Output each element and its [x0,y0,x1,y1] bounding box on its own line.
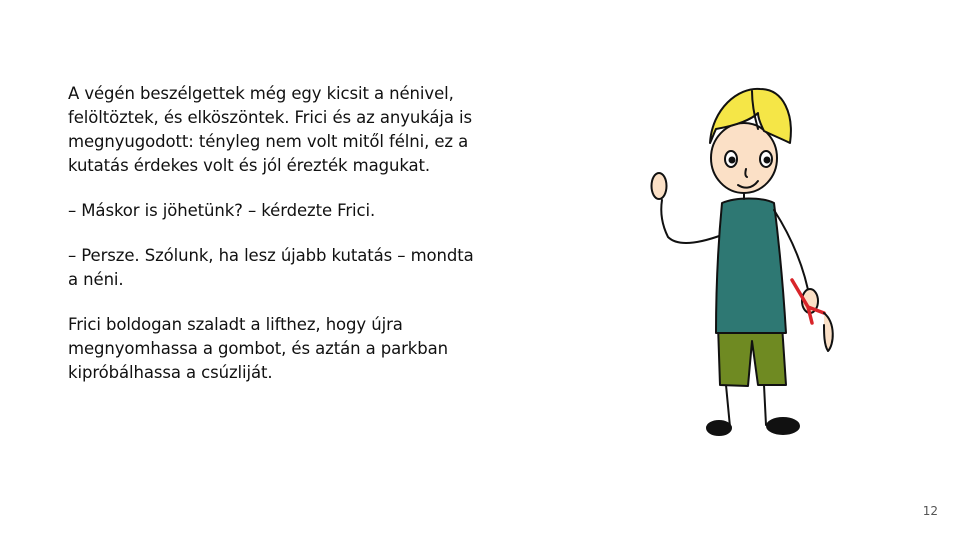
left-shoe [707,421,731,435]
shorts [718,325,786,386]
paragraph-4: Frici boldogan szaladt a lifthez, hogy újra megnyomhassa a gombot, és aztán a parkban kipróbálhassa a csúzliját. [68,315,449,382]
left-hand [652,173,667,199]
slingshot-band [824,313,833,351]
story-text [68,82,538,406]
left-arm [661,200,722,243]
left-pupil [730,158,735,163]
left-leg [726,385,730,427]
right-leg [764,385,766,425]
paragraph-2: – Máskor is jöhetünk? – kérdezte Frici. [68,201,376,220]
page-number: 12 [922,504,938,518]
shirt [716,199,786,334]
paragraph-1: A végén beszélgettek még egy kicsit a nénivel, felöltöztek, és elköszöntek. Frici és az anyukája is megnyugodott: tényleg nem volt mitől félni, ez a kutatás érdekes volt és jól érezték magukat. [68,84,473,175]
right-shoe [767,418,799,434]
right-pupil [765,158,770,163]
boy-waving-with-slingshot-icon [640,75,860,445]
paragraph-3: – Persze. Szólunk, ha lesz újabb kutatás – mondta a néni. [68,246,474,289]
